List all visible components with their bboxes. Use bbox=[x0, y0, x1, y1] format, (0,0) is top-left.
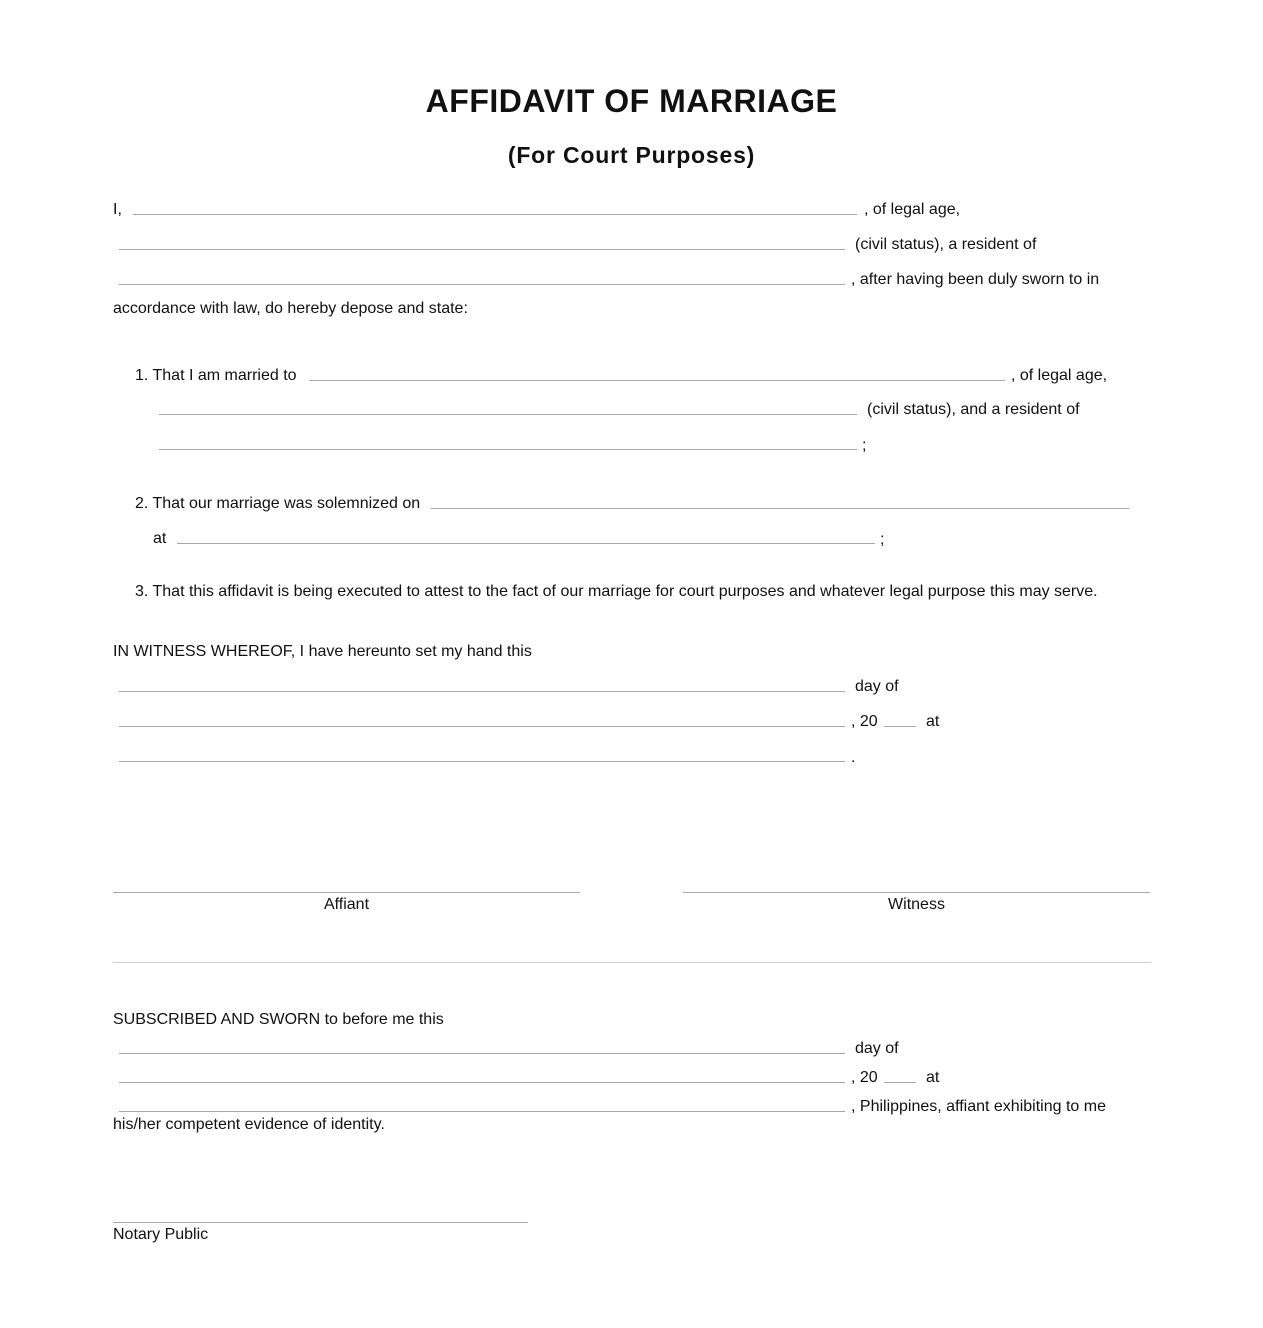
spouse-residence-field[interactable] bbox=[159, 449, 857, 450]
witness-label: Witness bbox=[888, 896, 945, 913]
jurat-text: SUBSCRIBED AND SWORN to before me this bbox=[113, 1011, 444, 1028]
notary-signature-line[interactable] bbox=[113, 1222, 528, 1223]
witness-day-field[interactable] bbox=[119, 691, 845, 692]
item2-at-label: at bbox=[153, 530, 167, 547]
jurat-identity-text: his/her competent evidence of identity. bbox=[113, 1116, 385, 1133]
item3-text: 3. That this affidavit is being executed to attest to the fact of our marriage for court purposes and whatever legal purpose this may serve. bbox=[135, 583, 1098, 600]
jurat-place-field[interactable] bbox=[119, 1111, 845, 1112]
witness-at-label: at bbox=[926, 713, 940, 730]
item1-legal-age-label: , of legal age, bbox=[1011, 367, 1108, 384]
item2-semicolon: ; bbox=[880, 531, 885, 548]
jurat-year-prefix: , 20 bbox=[851, 1069, 878, 1086]
jurat-month-field[interactable] bbox=[119, 1082, 845, 1083]
document-subtitle: (For Court Purposes) bbox=[507, 142, 756, 168]
jurat-year-field[interactable] bbox=[884, 1082, 916, 1083]
witness-year-field[interactable] bbox=[884, 726, 916, 727]
item1-text: 1. That I am married to bbox=[135, 367, 297, 384]
witness-period: . bbox=[851, 749, 856, 766]
item2-text: 2. That our marriage was solemnized on bbox=[135, 495, 421, 512]
marriage-date-field[interactable] bbox=[431, 508, 1129, 509]
intro-depose-text: accordance with law, do hereby depose and state: bbox=[113, 300, 468, 317]
intro-i-label: I, bbox=[113, 201, 122, 218]
jurat-philippines-label: , Philippines, affiant exhibiting to me bbox=[851, 1098, 1106, 1115]
jurat-day-field[interactable] bbox=[119, 1053, 845, 1054]
spouse-name-field[interactable] bbox=[309, 380, 1005, 381]
intro-sworn-label: , after having been duly sworn to in bbox=[851, 271, 1100, 288]
document-title: AFFIDAVIT OF MARRIAGE bbox=[425, 83, 838, 119]
intro-legal-age-label: , of legal age, bbox=[864, 201, 961, 218]
affiant-signature-line[interactable] bbox=[113, 892, 580, 893]
affiant-civil-status-field[interactable] bbox=[119, 249, 845, 250]
jurat-at-label: at bbox=[926, 1069, 940, 1086]
item1-civil-status-label: (civil status), and a resident of bbox=[867, 401, 1080, 418]
affiant-name-field[interactable] bbox=[133, 214, 857, 215]
affiant-label: Affiant bbox=[323, 896, 370, 913]
witness-month-field[interactable] bbox=[119, 726, 845, 727]
intro-civil-status-label: (civil status), a resident of bbox=[855, 236, 1037, 253]
spouse-civil-status-field[interactable] bbox=[159, 414, 857, 415]
marriage-place-field[interactable] bbox=[177, 543, 875, 544]
witness-place-field[interactable] bbox=[119, 761, 845, 762]
jurat-day-of-label: day of bbox=[855, 1040, 899, 1057]
witness-year-prefix: , 20 bbox=[851, 713, 878, 730]
witness-clause-text: IN WITNESS WHEREOF, I have hereunto set my hand this bbox=[113, 643, 532, 660]
item1-semicolon: ; bbox=[862, 437, 867, 454]
witness-day-of-label: day of bbox=[855, 678, 899, 695]
section-divider bbox=[113, 962, 1151, 963]
witness-signature-line[interactable] bbox=[683, 892, 1150, 893]
affiant-residence-field[interactable] bbox=[119, 284, 845, 285]
notary-label: Notary Public bbox=[113, 1226, 209, 1243]
